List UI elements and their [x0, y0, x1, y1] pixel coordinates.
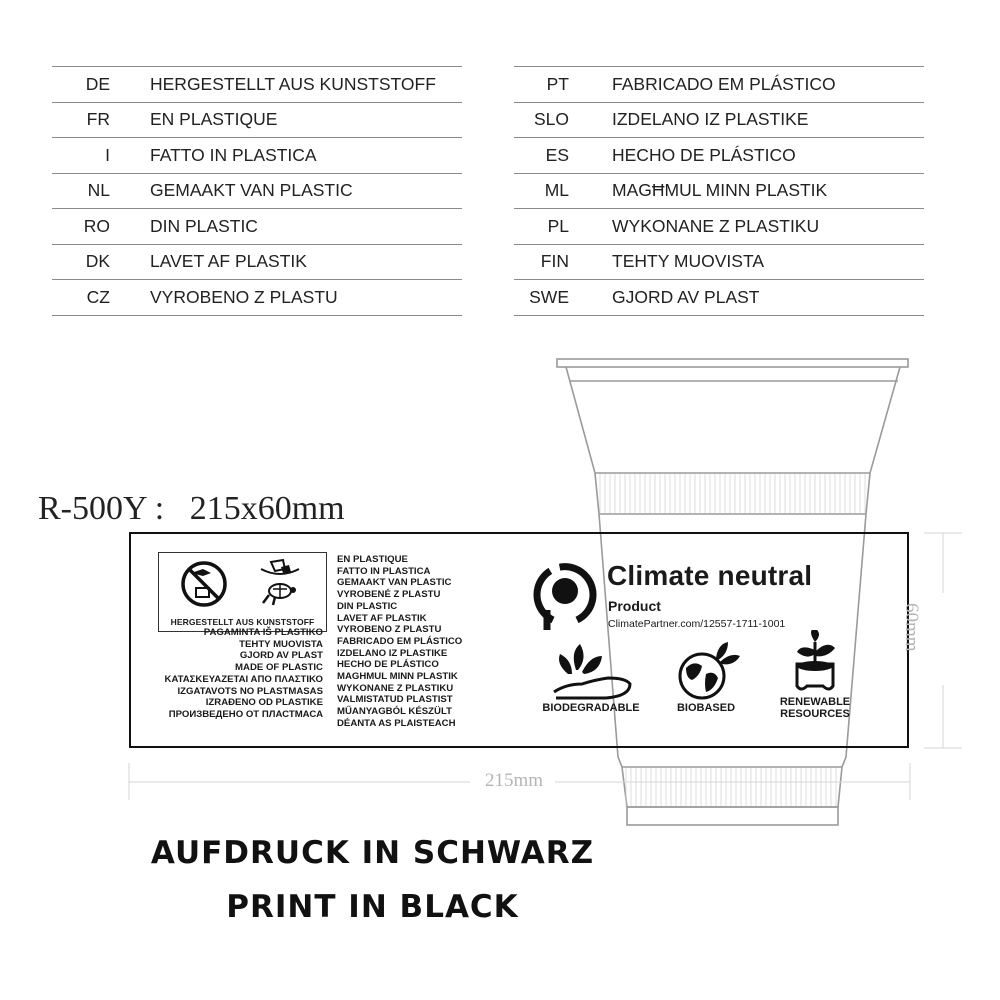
- language-code: NL: [87, 180, 110, 201]
- label-line: DÉANTA AS PLAISTEACH: [337, 717, 456, 729]
- language-code: RO: [83, 215, 110, 236]
- multilingual-text-right: [337, 554, 462, 730]
- badge-label-line2: RESOURCES: [780, 708, 850, 720]
- language-text: HERGESTELLT AUS KUNSTSTOFF: [150, 73, 436, 94]
- table-row: [52, 174, 462, 210]
- table-row: [52, 209, 462, 245]
- multilingual-text-left: [131, 627, 323, 721]
- language-table-left: [52, 66, 462, 316]
- hand-leaves-icon: [546, 640, 636, 702]
- warning-caption: HERGESTELLT AUS KUNSTSTOFF: [170, 617, 315, 627]
- language-text: DIN PLASTIC: [150, 215, 258, 236]
- language-code: SWE: [529, 286, 569, 307]
- climate-neutral-title: Climate neutral: [607, 560, 813, 591]
- width-dimension-label: 215mm: [485, 770, 544, 791]
- language-text: MAGĦMUL MINN PLASTIK: [612, 180, 828, 201]
- no-littering-icon: [179, 559, 229, 609]
- language-code: ML: [544, 180, 569, 201]
- table-row: [52, 245, 462, 281]
- table-row: [514, 174, 924, 210]
- label-line: ΚΑΤΑΣΚΕΥΑΖΕΤΑΙ ΑΠΟ ΠΛΑΣΤΙΚΟ: [164, 673, 323, 685]
- language-code: FR: [86, 109, 110, 130]
- print-note-english: PRINT IN BLACK: [226, 889, 519, 925]
- label-line: FATTO IN PLASTICA: [337, 565, 431, 577]
- label-line: GEMAAKT VAN PLASTIC: [337, 577, 452, 589]
- label-line: GJORD AV PLAST: [239, 650, 323, 662]
- label-line: PAGAMINTA IŠ PLASTIKO: [203, 627, 323, 638]
- label-line: EN PLASTIQUE: [337, 554, 408, 565]
- label-line: LAVET AF PLASTIK: [337, 612, 427, 624]
- label-line: MADE OF PLASTIC: [235, 662, 323, 674]
- label-line: VYROBENÉ Z PLASTU: [337, 589, 441, 601]
- language-table-right: [514, 66, 924, 316]
- table-row: [514, 245, 924, 281]
- language-text: EN PLASTIQUE: [150, 109, 278, 130]
- model-size-title: R-500Y : 215x60mm: [38, 490, 345, 527]
- globe-leaves-icon: [666, 640, 746, 702]
- label-line: IZGATAVOTS NO PLASTMASAS: [177, 685, 323, 697]
- turtle-plastic-icon: [255, 557, 305, 611]
- label-line: WYKONANE Z PLASTIKU: [337, 682, 454, 694]
- badge-label: BIODEGRADABLE: [542, 702, 640, 714]
- label-line: ПРОИЗВЕДЕНО ОТ ПЛАСТМАСА: [168, 708, 323, 720]
- climate-neutral-subtitle: Product: [608, 598, 661, 614]
- label-line: TEHTY MUOVISTA: [239, 638, 323, 650]
- language-code: PL: [547, 215, 569, 236]
- language-code: PT: [546, 73, 569, 94]
- language-text: GEMAAKT VAN PLASTIC: [150, 180, 353, 201]
- table-row: [52, 280, 462, 316]
- language-code: FIN: [540, 251, 569, 272]
- language-text: GJORD AV PLAST: [612, 286, 760, 307]
- badge-biobased: [661, 640, 751, 714]
- language-text: LAVET AF PLASTIK: [150, 251, 307, 272]
- table-row: [514, 67, 924, 103]
- language-text: HECHO DE PLÁSTICO: [612, 144, 796, 165]
- plastic-warning-box: [158, 552, 327, 632]
- language-code: I: [105, 144, 110, 165]
- language-code: SLO: [533, 109, 569, 130]
- language-code: DE: [85, 73, 110, 94]
- language-code: CZ: [86, 286, 110, 307]
- language-code: ES: [545, 144, 569, 165]
- language-text: TEHTY MUOVISTA: [612, 251, 765, 272]
- climate-partner-logo-icon: [533, 558, 597, 632]
- label-line: FABRICADO EM PLÁSTICO: [337, 635, 463, 647]
- height-dimension-label: 60mm: [901, 603, 922, 652]
- label-line: IZRAĐENO OD PLASTIKE: [205, 697, 323, 709]
- table-row: [514, 209, 924, 245]
- table-row: [514, 138, 924, 174]
- language-text: FATTO IN PLASTICA: [150, 144, 317, 165]
- label-line: VALMISTATUD PLASTIST: [337, 694, 453, 706]
- table-row: [52, 103, 462, 139]
- badge-biodegradable: [541, 640, 641, 714]
- pot-sprout-icon: [785, 630, 845, 696]
- language-text: FABRICADO EM PLÁSTICO: [612, 73, 836, 94]
- badge-label: BIOBASED: [676, 702, 736, 714]
- language-text: VYROBENO Z PLASTU: [150, 286, 338, 307]
- table-row: [52, 138, 462, 174]
- climate-partner-url: ClimatePartner.com/12557-1711-1001: [608, 618, 786, 630]
- print-note-german: AUFDRUCK IN SCHWARZ: [150, 835, 595, 871]
- language-text: IZDELANO IZ PLASTIKE: [612, 109, 809, 130]
- label-line: HECHO DE PLÁSTICO: [337, 659, 439, 671]
- label-line: MAGHMUL MINN PLASTIK: [337, 671, 458, 683]
- label-line: DIN PLASTIC: [337, 600, 398, 612]
- label-line: MŰANYAGBÓL KÉSZÜLT: [337, 706, 452, 718]
- badge-renewable-resources: [767, 630, 863, 720]
- label-line: VYROBENO Z PLASTU: [337, 624, 442, 636]
- language-code: DK: [85, 251, 110, 272]
- table-row: [514, 280, 924, 316]
- language-text: WYKONANE Z PLASTIKU: [612, 215, 820, 236]
- label-line: IZDELANO IZ PLASTIKE: [337, 647, 448, 659]
- table-row: [52, 67, 462, 103]
- print-label-artwork: [129, 532, 909, 748]
- badge-label-line1: RENEWABLE: [779, 696, 851, 708]
- table-row: [514, 103, 924, 139]
